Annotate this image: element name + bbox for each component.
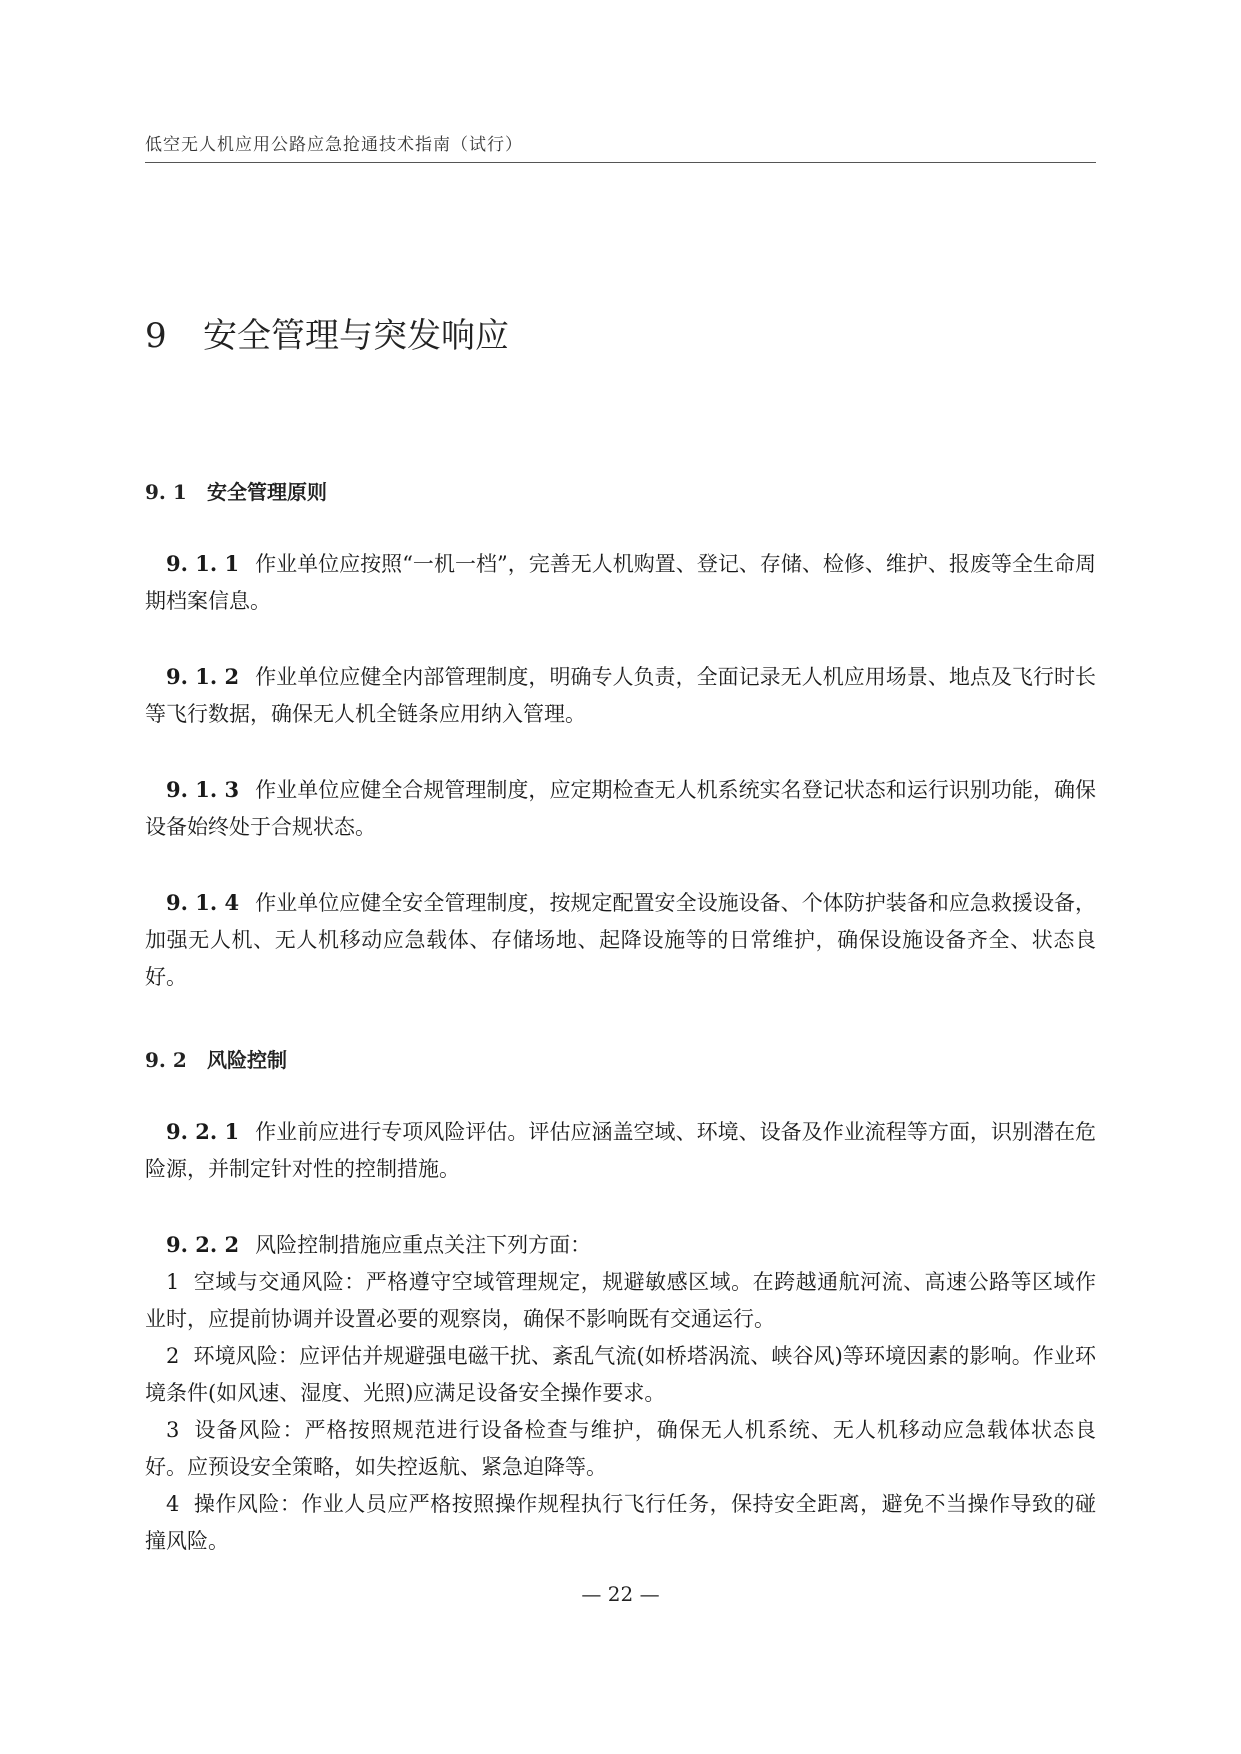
clause-number: 9. 1. 2 (166, 664, 240, 689)
clause-9-1-4 (145, 884, 1096, 996)
clause-text: 作业单位应健全内部管理制度，明确专人负责，全面记录无人机应用场景、地点及飞行时长等飞行数据，确保无人机全链条应用纳入管理。 (145, 665, 1096, 726)
chapter-title: 安全管理与突发响应 (203, 316, 509, 356)
list-item (145, 1412, 1096, 1486)
section-heading-9-2 (145, 1044, 287, 1073)
section-heading-9-1 (145, 476, 327, 505)
list-item (145, 1264, 1096, 1338)
clause-number: 9. 2. 2 (166, 1232, 240, 1257)
chapter-number: 9 (145, 316, 167, 356)
clause-text: 作业单位应健全安全管理制度，按规定配置安全设施设备、个体防护装备和应急救援设备，加强无人机、无人机移动应急载体、存储场地、起降设施等的日常维护，确保设施设备齐全、状态良好。 (145, 891, 1096, 989)
item-text: 空域与交通风险：严格遵守空域管理规定，规避敏感区域。在跨越通航河流、高速公路等区域作业时，应提前协调并设置必要的观察岗，确保不影响既有交通运行。 (145, 1270, 1096, 1331)
clause-9-1-3 (145, 771, 1096, 846)
chapter-heading (145, 308, 509, 357)
item-number: 3 (166, 1418, 180, 1442)
header-rule (145, 162, 1096, 163)
clause-text: 风险控制措施应重点关注下列方面： (255, 1233, 592, 1257)
clause-9-2-2 (145, 1226, 1096, 1560)
clause-number: 9. 2. 1 (166, 1119, 240, 1144)
clause-number: 9. 1. 3 (166, 777, 240, 802)
page-number: — 22 — (581, 1582, 660, 1606)
clause-text: 作业单位应按照“一机一档”，完善无人机购置、登记、存储、检修、维护、报废等全生命周期档案信息。 (145, 552, 1096, 613)
item-number: 2 (166, 1344, 180, 1368)
item-text: 环境风险：应评估并规避强电磁干扰、紊乱气流(如桥塔涡流、峡谷风)等环境因素的影响。作业环境条件(如风速、湿度、光照)应满足设备安全操作要求。 (145, 1344, 1096, 1405)
clause-9-1-2 (145, 658, 1096, 733)
clause-number: 9. 1. 1 (166, 551, 240, 576)
clause-9-2-1 (145, 1113, 1096, 1188)
item-text: 操作风险：作业人员应严格按照操作规程执行飞行任务，保持安全距离，避免不当操作导致的碰撞风险。 (145, 1492, 1096, 1553)
item-text: 设备风险：严格按照规范进行设备检查与维护，确保无人机系统、无人机移动应急载体状态良好。应预设安全策略，如失控返航、紧急迫降等。 (145, 1418, 1096, 1479)
clause-text: 作业单位应健全合规管理制度，应定期检查无人机系统实名登记状态和运行识别功能，确保设备始终处于合规状态。 (145, 778, 1096, 839)
clause-text: 作业前应进行专项风险评估。评估应涵盖空域、环境、设备及作业流程等方面，识别潜在危险源，并制定针对性的控制措施。 (145, 1120, 1096, 1181)
list-item (145, 1486, 1096, 1560)
item-number: 4 (166, 1492, 180, 1516)
section-title: 安全管理原则 (207, 480, 327, 504)
clause-number: 9. 1. 4 (166, 890, 240, 915)
section-title: 风险控制 (207, 1048, 287, 1072)
section-number: 9. 1 (145, 480, 187, 504)
section-number: 9. 2 (145, 1048, 187, 1072)
clause-9-1-1 (145, 545, 1096, 620)
list-item (145, 1338, 1096, 1412)
running-header: 低空无人机应用公路应急抢通技术指南（试行） (145, 135, 523, 155)
item-number: 1 (166, 1270, 180, 1294)
